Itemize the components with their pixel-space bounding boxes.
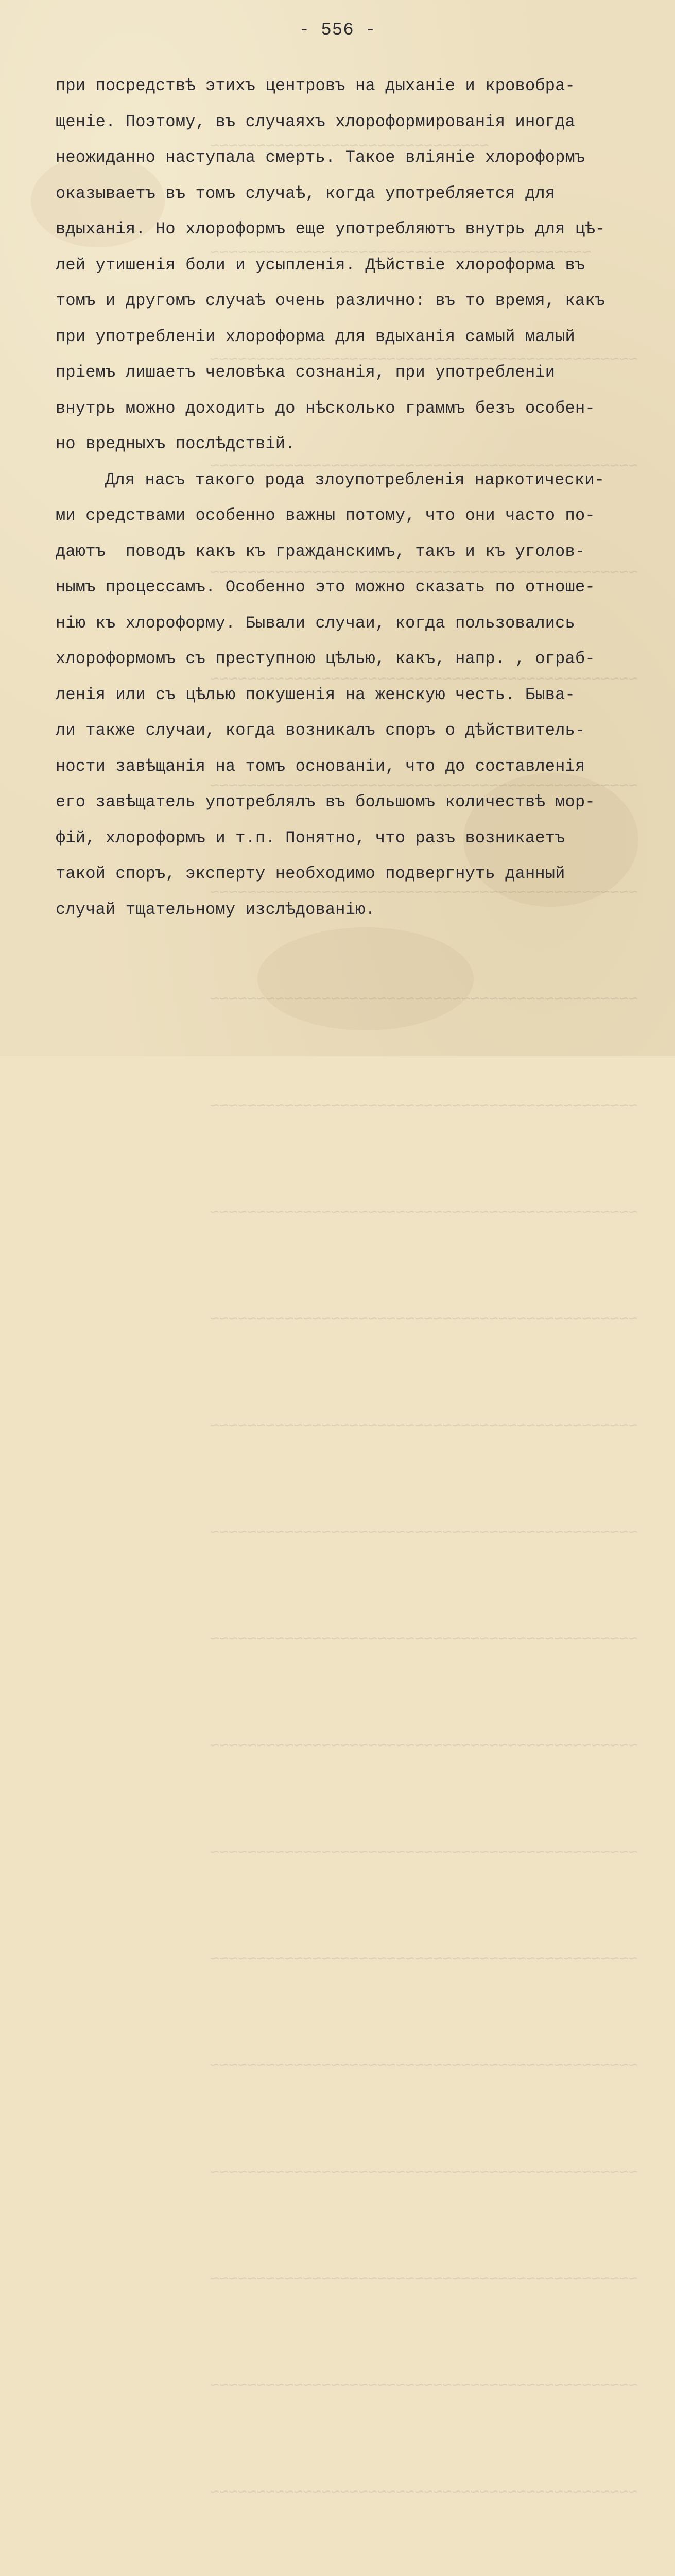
text-line: фій, хлороформъ и т.п. Понятно, что разъ возникаетъ xyxy=(56,828,565,848)
text-line: ности завѣщанія на томъ основаніи, что до составленія xyxy=(56,756,585,776)
paragraph xyxy=(56,68,648,462)
text-line: неожиданно наступала смерть. Такое вліяніе хлороформъ xyxy=(56,148,585,167)
body-text xyxy=(56,68,648,927)
text-line: ленія или съ цѣлью покушенія на женскую честь. Быва- xyxy=(56,685,575,704)
text-line: даютъ поводъ какъ къ гражданскимъ, такъ и къ уголов- xyxy=(56,541,585,561)
paper-stain xyxy=(257,927,474,1030)
paragraph xyxy=(56,462,648,928)
text-line: ли также случаи, когда возникалъ споръ о дѣйствитель- xyxy=(56,721,585,740)
text-line: его завѣщатель употреблялъ въ большомъ количествѣ мор- xyxy=(56,792,595,811)
text-line: ми средствами особенно важны потому, что они часто по- xyxy=(56,506,595,525)
bleed-through-texture: ~~~~~~~~~~~~~~~~~~~~~~~~~~~~~~ ~~~~~~~~~~~~~~~~~~~~~~~~~~~~~~~~~~~~~~~~~ ~~~~~~~~~~~~~~~~~~~~~~~~~~~~~~~~~~~~~~~~~~~~~~ ~~~~~~~~~~~~~~~~~~~~~~~~~~~~~~~~~~~~~~~~~~~~~~ ~~~~~~~~~~~~~~~~~~~~~~~~~~~~~~~~~~~~~~~~~~~~~~ ~~~~~~~~~~~~~~~~~~~~~~~~~~~~~~~~~~~~~~~~~~~~~~ ~~~~~~~~~~~~~~~~~~~~~~~~~~~~~~~~~~~~~~~~~~~~~~ ~~~~~~~~~~~~~~~~~~~~~~~~~~~~~~~~~~~~~~~~~~~~~~ ~~~~~~~~~~~~~~~~~~~~~~~~~~~~~~~~~~~~~~~~~~~~~~ ~~~~~~~~~~~~~~~~~~~~~~~~~~~~~~~~~~~~~~~~~~~~~~ ~~~~~~~~~~~~~~~~~~~~~~~~~~~~~~~~~~~~~~~~~~~~~~ ~~~~~~~~~~~~~~~~~~~~~~~~~~~~~~~~~~~~~~~~~~~~~~ ~~~~~~~~~~~~~~~~~~~~~~~~~~~~~~~~~~~~~~~~~~~~~~ ~~~~~~~~~~~~~~~~~~~~~~~~~~~~~~~~~~~~~~~~~~~~~~ ~~~~~~~~~~~~~~~~~~~~~~~~~~~~~~~~~~~~~~~~~~~~~~ ~~~~~~~~~~~~~~~~~~~~~~~~~~~~~~~~~~~~~~~~~~~~~~ ~~~~~~~~~~~~~~~~~~~~~~~~~~~~~~~~~~~~~~~~~~~~~~ ~~~~~~~~~~~~~~~~~~~~~~~~~~~~~~~~~~~~~~~~~~~~~~ ~~~~~~~~~~~~~~~~~~~~~~~~~~~~~~~~~~~~~~~~~~~~~~ ~~~~~~~~~~~~~~~~~~~~~~~~~~~~~~~~~~~~~~~~~~~~~~ ~~~~~~~~~~~~~~~~~~~~~~~~~~~~~~~~~~~~~~~~~~~~~~ ~~~~~~~~~~~~~~~~~~~~~~~~~~~~~~~~~~~~~~~~~~~~~~ ~~~~~~~~~~~~~~~~~~~~~~~~~~~~~~~~~~~~~~~~~~~~~~ xyxy=(210,137,675,2501)
text-line: Для насъ такого рода злоупотребленія наркотически- xyxy=(105,470,605,489)
text-line: при посредствѣ этихъ центровъ на дыханіе и кровобра- xyxy=(56,76,575,95)
text-line: но вредныхъ послѣдствій. xyxy=(56,434,296,453)
text-line: случай тщательному изслѣдованію. xyxy=(56,900,375,919)
text-line: оказываетъ въ томъ случаѣ, когда употребляется для xyxy=(56,183,556,203)
text-line: нымъ процессамъ. Особенно это можно сказать по отноше- xyxy=(56,578,595,597)
text-line: пріемъ лишаетъ человѣка сознанія, при употребленіи xyxy=(56,363,556,382)
text-line: нію къ хлороформу. Бывали случаи, когда пользовались xyxy=(56,613,575,633)
text-line: такой споръ, эксперту необходимо подвергнуть данный xyxy=(56,864,565,883)
text-line: хлороформомъ съ преступною цѣлью, какъ, напр. , ограб- xyxy=(56,649,595,668)
text-line: вдыханія. Но хлороформъ еще употребляютъ внутрь для цѣ- xyxy=(56,219,605,239)
text-line: при употребленіи хлороформа для вдыханія самый малый xyxy=(56,327,575,346)
page-number: - 556 - xyxy=(299,21,376,40)
text-line: томъ и другомъ случаѣ очень различно: въ то время, какъ xyxy=(56,291,605,310)
text-line: внутрь можно доходить до нѣсколько граммъ безъ особен- xyxy=(56,398,595,418)
text-line: лей утишенія боли и усыпленія. Дѣйствіе хлороформа въ xyxy=(56,255,585,275)
text-line: щеніе. Поэтому, въ случаяхъ хлороформированія иногда xyxy=(56,112,575,131)
